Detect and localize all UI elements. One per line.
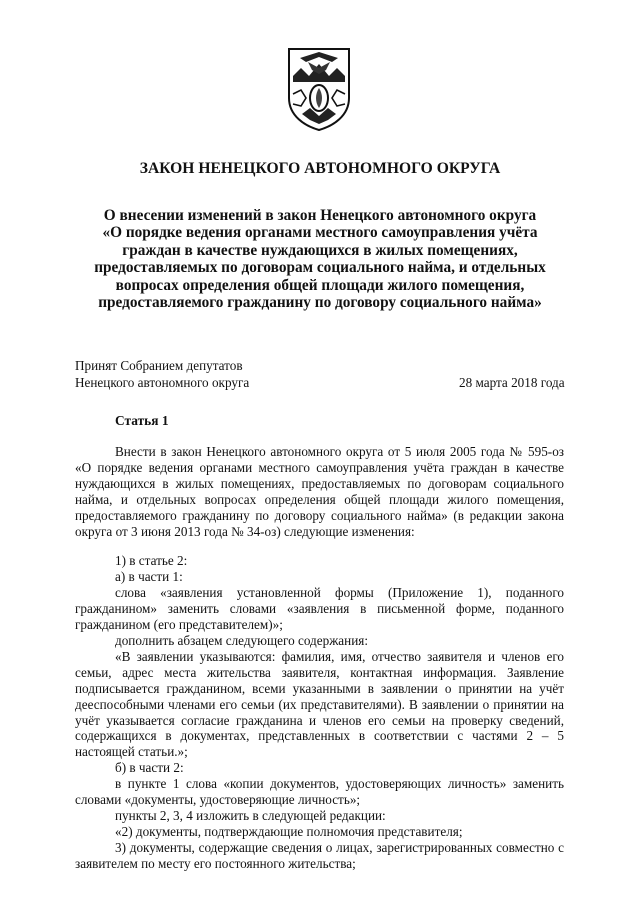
paragraph: Внести в закон Ненецкого автономного округа от 5 июля 2005 года № 595-оз «О порядке ведения органами местного самоуправления учёта граждан в качестве нуждающихся в жилых помещениях, предоставляемых по договорам социального найма, и отдельных вопросах определения общей площади жилого помещения, предоставляемого гражданину по договору социального найма» (в редакции закона округа от 3 июня 2013 года № 34-оз) следующие изменения: [75, 444, 564, 539]
subtitle-line: предоставляемых по договорам социального найма, и отдельных [94, 259, 546, 277]
coat-of-arms-emblem [286, 46, 352, 132]
paragraph: дополнить абзацем следующего содержания: [115, 632, 369, 648]
paragraph: слова «заявления установленной формы (Приложение 1), поданного гражданином» заменить словами «заявления в письменной форме, поданного гражданином (его представителем)»; [75, 585, 564, 633]
paragraph: 3) документы, содержащие сведения о лицах, зарегистрированных совместно с заявителем по месту его постоянного жительства; [75, 839, 564, 871]
paragraph: а) в части 1: [115, 569, 183, 585]
adopted-by: Принят Собранием депутатов [75, 358, 243, 373]
paragraph: б) в части 2: [115, 760, 184, 776]
law-title: ЗАКОН НЕНЕЦКОГО АВТОНОМНОГО ОКРУГА [139, 160, 501, 177]
subtitle-line: граждан в качестве нуждающихся в жилых помещениях, [122, 241, 518, 259]
subtitle-line: предоставляемого гражданину по договору социального найма» [98, 294, 542, 312]
law-subtitle [0, 207, 640, 311]
article-heading: Статья 1 [115, 413, 169, 428]
adoption-date: 28 марта 2018 года [459, 375, 565, 390]
paragraph: пункты 2, 3, 4 изложить в следующей редакции: [115, 807, 386, 823]
paragraph: «В заявлении указываются: фамилия, имя, отчество заявителя и членов его семьи, адрес места жительства заявителя, контактная информация. Заявление подписывается гражданином, всеми указанными в заявлении о принятии на учёт дееспособными членами его семьи (их представителями). В заявлении о принятии на учёт указывается согласие гражданина и членов его семьи на проверку сведений, содержащихся в документах, представленных в соответствии с частями 2 – 5 настоящей статьи.»; [75, 648, 564, 760]
subtitle-line: вопросах определения общей площади жилого помещения, [115, 276, 525, 294]
adoption-block [75, 357, 249, 391]
paragraph: «2) документы, подтверждающие полномочия представителя; [115, 823, 463, 839]
paragraph: в пункте 1 слова «копии документов, удостоверяющих личность» заменить словами «документы, удостоверяющие личность»; [75, 776, 564, 808]
article-body [75, 444, 564, 872]
subtitle-line: О внесении изменений в закон Ненецкого автономного округа [103, 207, 537, 224]
paragraph: 1) в статье 2: [115, 553, 188, 569]
adopted-by-body: Ненецкого автономного округа [75, 375, 250, 390]
subtitle-line: «О порядке ведения органами местного самоуправления учёта [102, 224, 538, 242]
